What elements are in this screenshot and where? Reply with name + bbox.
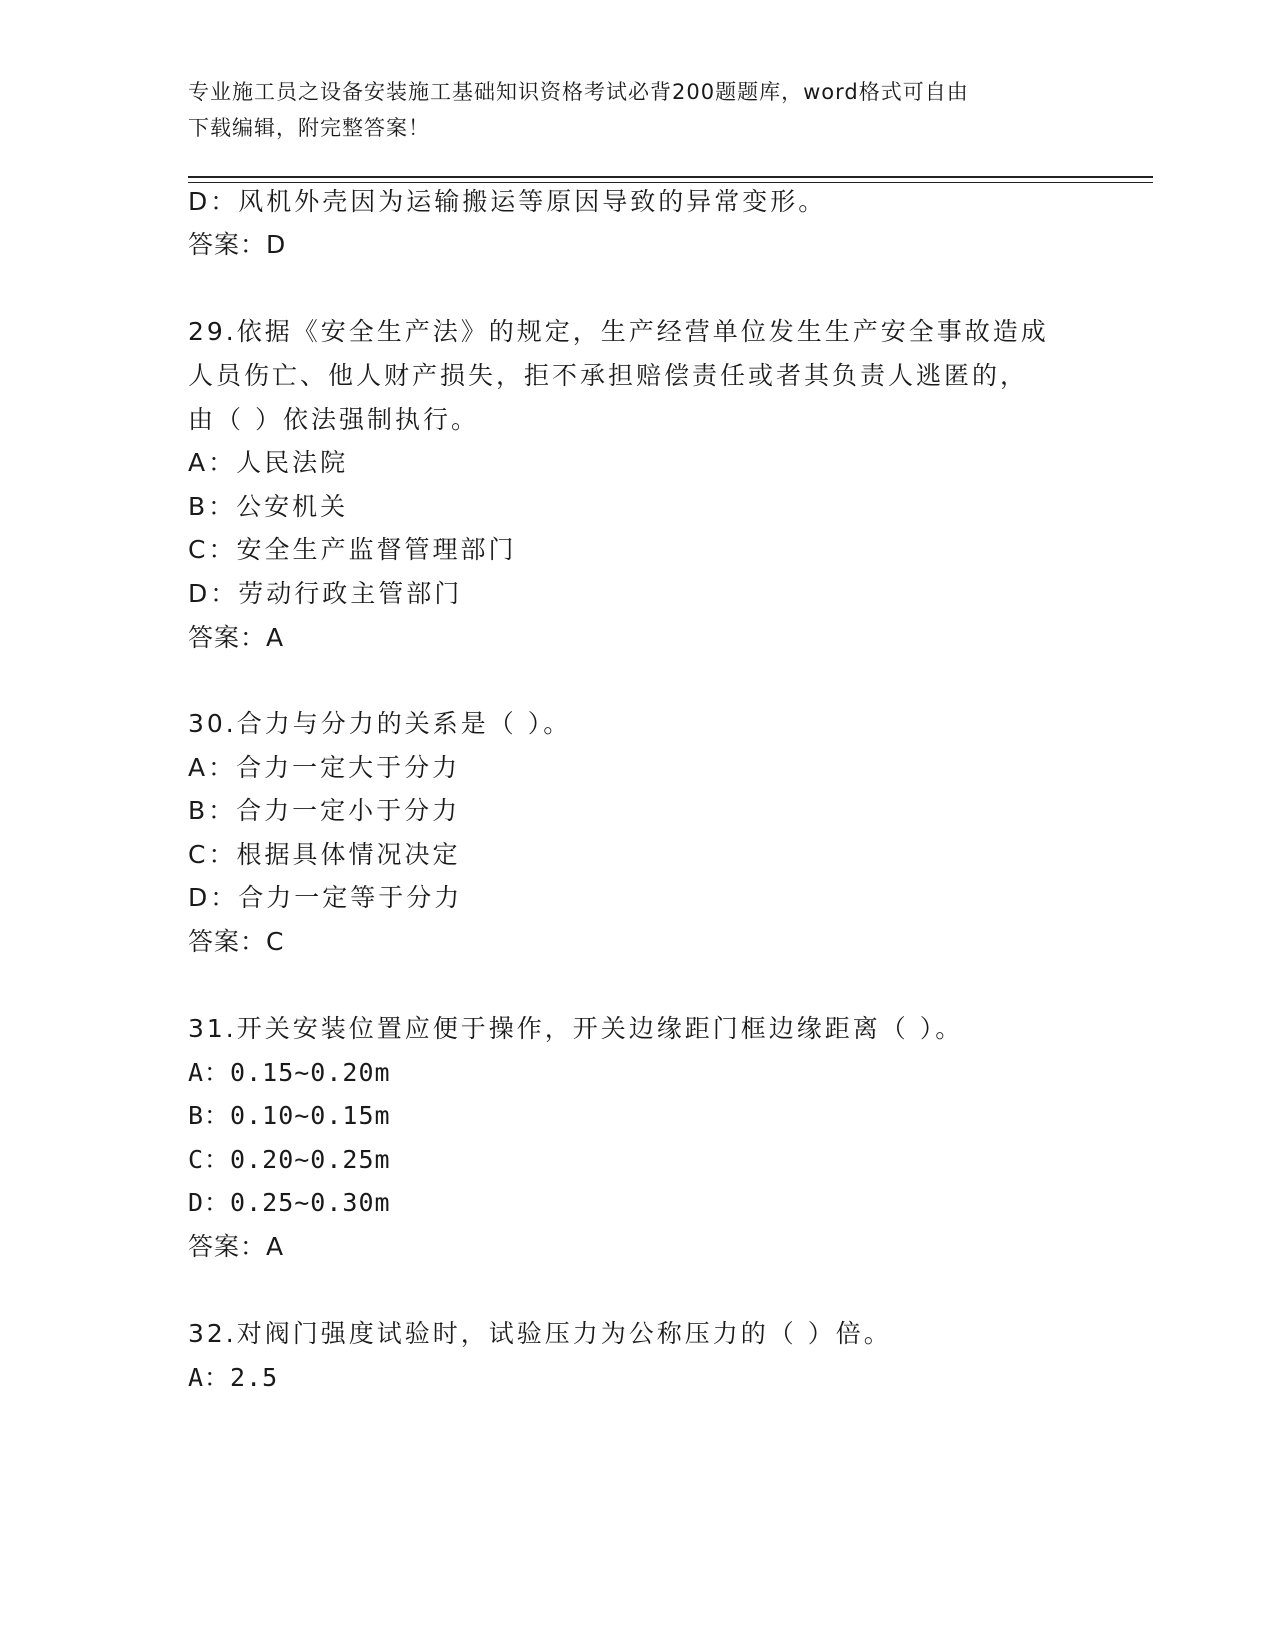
- q29-answer: 答案：A: [188, 623, 285, 652]
- q30-option-b: B：合力一定小于分力: [188, 796, 461, 825]
- q31-option-c: C：0.20~0.25m: [188, 1145, 391, 1174]
- header-title-line2: 下载编辑，附完整答案！: [188, 116, 430, 140]
- q31-option-b: B：0.10~0.15m: [188, 1101, 391, 1130]
- q32-option-a: A：2.5: [188, 1363, 279, 1392]
- q31-option-a: A：0.15~0.20m: [188, 1058, 391, 1087]
- q31-stem: 31.开关安装位置应便于操作，开关边缘距门框边缘距离（ ）。: [188, 1014, 964, 1043]
- header-divider-thin: [188, 182, 1153, 183]
- q32-stem: 32.对阀门强度试验时，试验压力为公称压力的（ ）倍。: [188, 1319, 892, 1348]
- q29-stem-line3: 由（ ）依法强制执行。: [188, 405, 479, 434]
- prev-answer: 答案：D: [188, 230, 287, 259]
- q29-stem-line2: 人员伤亡、他人财产损失，拒不承担赔偿责任或者其负责人逃匿的，: [188, 361, 1029, 390]
- q29-option-a: A：人民法院: [188, 448, 349, 477]
- q31-option-d: D：0.25~0.30m: [188, 1188, 391, 1217]
- q29-option-b: B：公安机关: [188, 492, 349, 521]
- q31-answer: 答案：A: [188, 1232, 285, 1261]
- page-header: [188, 74, 1068, 146]
- prev-option-d: D：风机外壳因为运输搬运等原因导致的异常变形。: [188, 187, 827, 216]
- q30-option-a: A：合力一定大于分力: [188, 753, 461, 782]
- header-divider-thick: [188, 176, 1153, 178]
- q30-option-d: D：合力一定等于分力: [188, 883, 463, 912]
- header-title-line1: 专业施工员之设备安装施工基础知识资格考试必背200题题库，word格式可自由: [188, 80, 969, 104]
- q30-option-c: C：根据具体情况决定: [188, 840, 461, 869]
- q29-option-d: D：劳动行政主管部门: [188, 579, 463, 608]
- q29-stem-line1: 29.依据《安全生产法》的规定，生产经营单位发生生产安全事故造成: [188, 317, 1049, 346]
- q30-stem: 30.合力与分力的关系是（ ）。: [188, 709, 572, 738]
- q29-option-c: C：安全生产监督管理部门: [188, 535, 517, 564]
- q30-answer: 答案：C: [188, 927, 285, 956]
